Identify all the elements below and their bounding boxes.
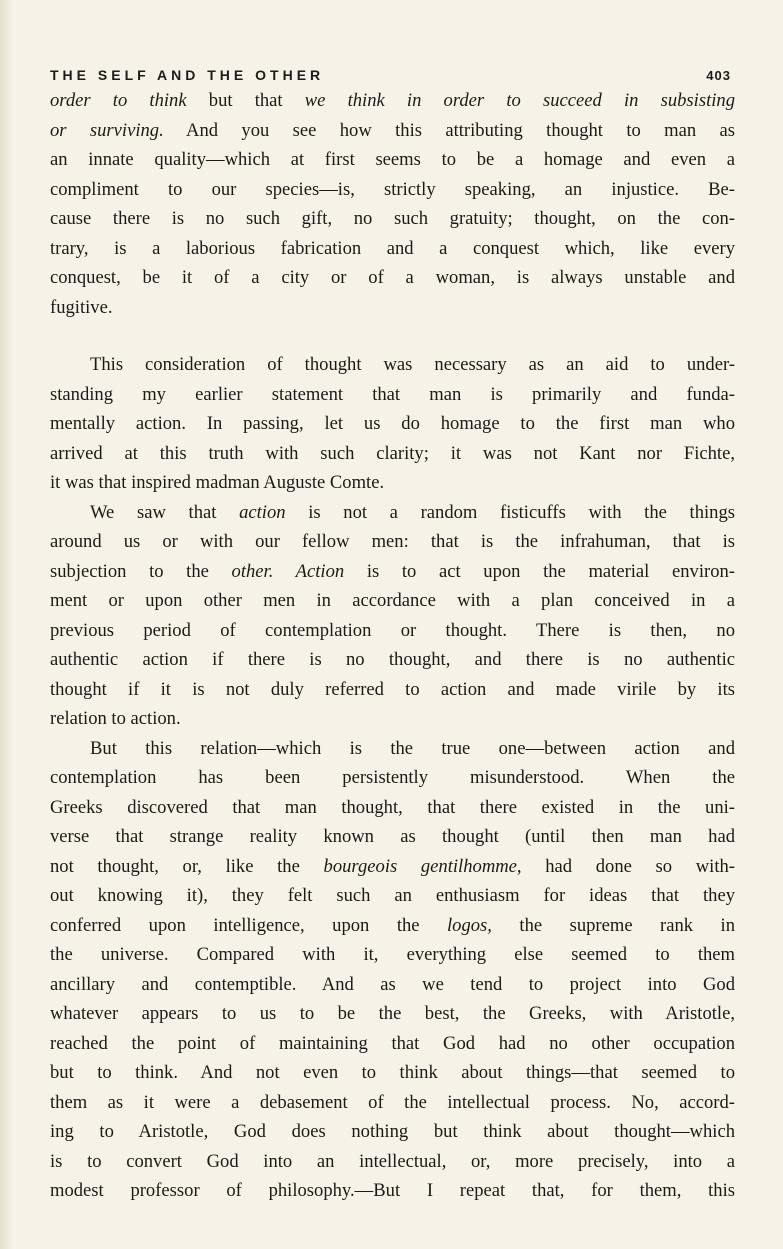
text-run: fugitive. xyxy=(50,296,113,318)
text-line xyxy=(50,734,735,764)
text-run: previous period of contemplation or thought. There is then, no xyxy=(50,619,735,641)
text-run: standing my earlier statement that man is primarily and funda- xyxy=(50,383,735,405)
text-line xyxy=(50,409,735,439)
text-line xyxy=(50,881,735,911)
text-run: And you see how this attributing thought to man as xyxy=(163,119,735,141)
text-line xyxy=(50,350,735,380)
text-line xyxy=(50,704,735,734)
text-run: the supreme rank in xyxy=(491,914,735,936)
text-line xyxy=(50,616,735,646)
text-run: an innate quality—which at first seems to be a homage and even a xyxy=(50,149,735,170)
paragraph xyxy=(50,734,735,1206)
paragraph xyxy=(50,350,735,498)
body-text xyxy=(50,86,735,1206)
text-run: is not a random fisticuffs with the things xyxy=(285,501,735,523)
text-run: out knowing it), they felt such an enthusiasm for ideas that they xyxy=(50,885,735,906)
italic-text: other. Action xyxy=(231,560,345,582)
running-title: THE SELF AND THE OTHER xyxy=(50,67,325,83)
text-line xyxy=(50,1176,735,1206)
text-run: not thought, or, like the xyxy=(50,855,324,877)
text-run: mentally action. In passing, let us do homage to the first man who xyxy=(50,413,735,434)
text-line xyxy=(50,675,735,705)
text-line xyxy=(50,498,735,528)
text-line xyxy=(50,763,735,793)
text-run: ment or upon other men in accordance with a plan conceived in a xyxy=(50,590,735,611)
text-run: the universe. Compared with it, everything else seemed to them xyxy=(50,944,735,965)
text-line xyxy=(50,1088,735,1118)
text-run: subjection to the xyxy=(50,560,232,582)
italic-text: or surviving. xyxy=(50,119,164,141)
text-line xyxy=(50,234,735,264)
text-line xyxy=(50,1058,735,1088)
italic-text: action xyxy=(239,501,286,523)
text-line xyxy=(50,822,735,852)
text-line xyxy=(50,116,735,146)
text-line xyxy=(50,175,735,205)
text-line xyxy=(50,204,735,234)
text-run: is to act upon the material environ- xyxy=(344,560,735,582)
paragraph xyxy=(50,86,735,322)
text-run: conferred upon intelligence, upon the xyxy=(50,914,447,936)
text-line xyxy=(50,293,735,323)
text-line xyxy=(50,1029,735,1059)
text-run: compliment to our species—is, strictly speaking, an injustice. Be- xyxy=(50,178,735,200)
text-run: contemplation has been persistently misunderstood. When the xyxy=(50,767,735,788)
text-run: thought if it is not duly referred to action and made virile by its xyxy=(50,678,735,700)
text-run: Greeks discovered that man thought, that there existed in the uni- xyxy=(50,796,735,818)
text-run: had done so with- xyxy=(521,855,735,877)
text-line xyxy=(50,557,735,587)
text-line xyxy=(50,970,735,1000)
text-run: ancillary and contemptible. And as we tend to project into God xyxy=(50,973,735,995)
text-run: conquest, be it of a city or of a woman, is always unstable and xyxy=(50,267,735,288)
text-run: is to convert God into an intellectual, or, more precisely, into a xyxy=(50,1150,735,1172)
page-number: 403 xyxy=(706,67,731,83)
text-run: verse that strange reality known as thought (until then man had xyxy=(50,826,735,847)
text-run: trary, is a laborious fabrication and a conquest which, like every xyxy=(50,237,735,259)
text-line xyxy=(50,999,735,1029)
text-line xyxy=(50,86,735,116)
italic-text: we think in order to succeed in subsisting xyxy=(304,90,735,111)
italic-text: bourgeois gentilhomme, xyxy=(323,855,522,877)
text-line xyxy=(50,263,735,293)
page-gutter-shadow xyxy=(0,0,14,1249)
text-line xyxy=(50,145,735,175)
text-line xyxy=(50,439,735,469)
text-line xyxy=(50,586,735,616)
text-line xyxy=(50,468,735,498)
text-run: but that xyxy=(186,90,305,111)
text-run: it was that inspired madman Auguste Comte. xyxy=(50,472,385,493)
text-line xyxy=(50,940,735,970)
text-run: around us or with our fellow men: that is the infrahuman, that is xyxy=(50,531,735,552)
text-run: whatever appears to us to be the best, the Greeks, with Aristotle, xyxy=(50,1003,735,1024)
italic-text: order to think xyxy=(50,90,187,111)
text-line xyxy=(50,1147,735,1177)
text-run: modest professor of philosophy.—But I repeat that, for them, this xyxy=(50,1180,735,1201)
text-run: relation to action. xyxy=(50,708,181,729)
text-line xyxy=(50,527,735,557)
text-run: them as it were a debasement of the intellectual process. No, accord- xyxy=(50,1091,735,1113)
text-run: This consideration of thought was necessary as an aid to under- xyxy=(90,354,735,375)
text-run: reached the point of maintaining that God had no other occupation xyxy=(50,1032,735,1054)
text-run: cause there is no such gift, no such gratuity; thought, on the con- xyxy=(50,208,735,229)
text-run: authentic action if there is no thought, and there is no authentic xyxy=(50,649,735,670)
paragraph-gap xyxy=(50,322,735,350)
text-run: We saw that xyxy=(90,501,240,523)
paragraph xyxy=(50,498,735,734)
italic-text: logos, xyxy=(447,914,492,936)
text-line xyxy=(50,1117,735,1147)
text-line xyxy=(50,911,735,941)
text-run: but to think. And not even to think about things—that seemed to xyxy=(50,1062,735,1083)
text-run: ing to Aristotle, God does nothing but think about thought—which xyxy=(50,1121,735,1142)
text-run: arrived at this truth with such clarity; it was not Kant nor Fichte, xyxy=(50,442,735,464)
text-line xyxy=(50,852,735,882)
text-line xyxy=(50,645,735,675)
text-line xyxy=(50,380,735,410)
text-run: But this relation—which is the true one—between action and xyxy=(90,737,735,759)
text-line xyxy=(50,793,735,823)
running-header xyxy=(50,64,731,86)
